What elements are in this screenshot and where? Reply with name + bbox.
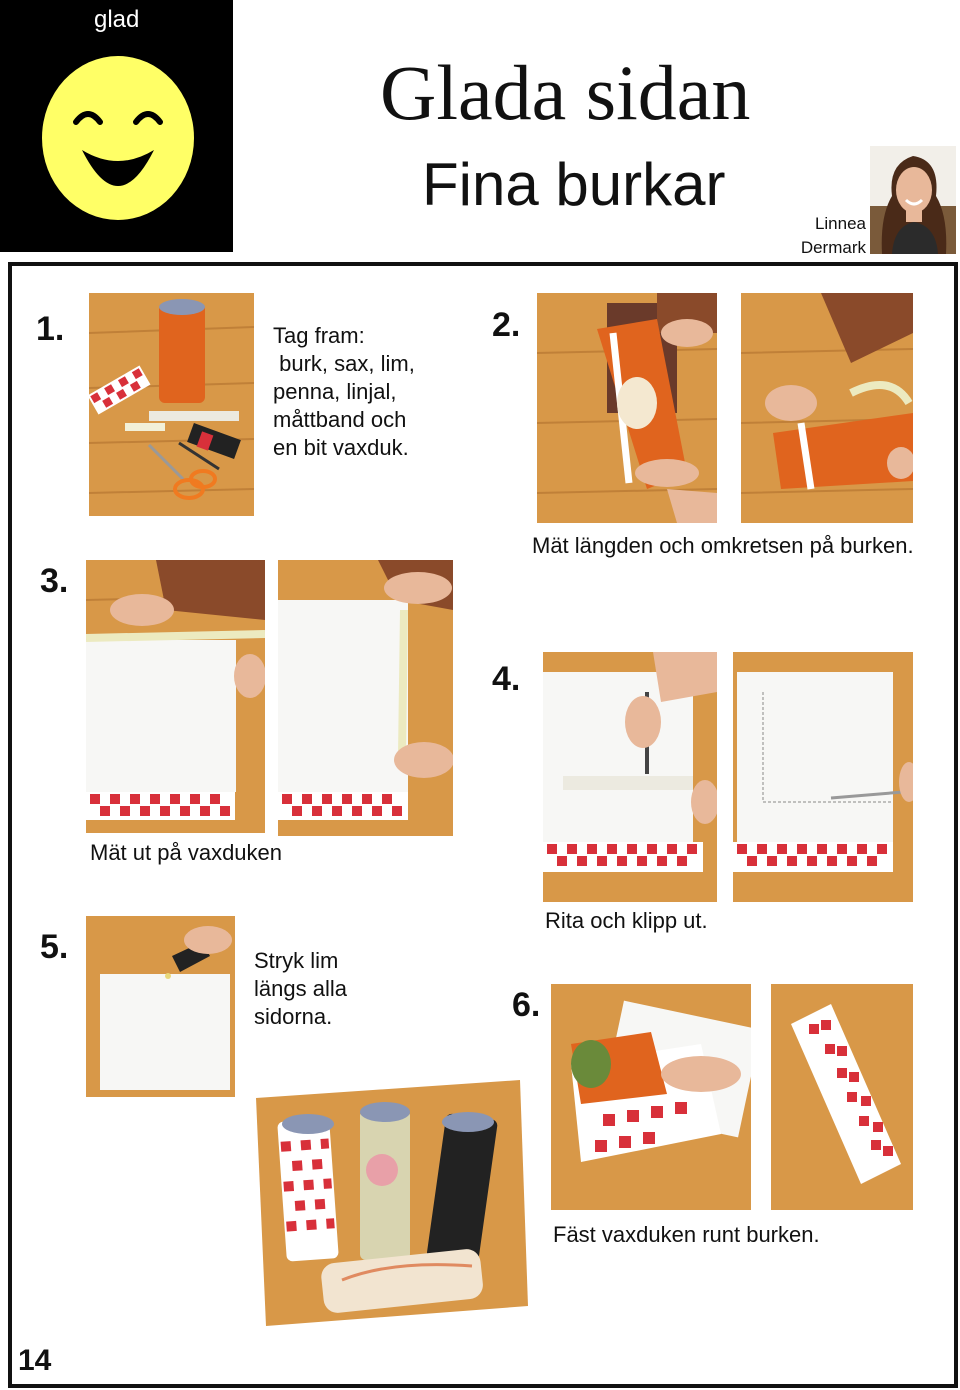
step-2-caption: Mät längden och omkretsen på burken. <box>532 533 914 558</box>
step-1-line: burk, sax, lim, <box>273 351 415 376</box>
step-3-photo-a <box>86 560 265 833</box>
step-1-photo <box>89 293 254 516</box>
step-1-line: måttband och <box>273 407 407 432</box>
step-3-caption: Mät ut på vaxduken <box>90 840 283 865</box>
step-4-caption: Rita och klipp ut. <box>545 908 708 933</box>
page-subtitle: Fina burkar <box>422 151 726 218</box>
badge-label: glad <box>94 6 140 33</box>
step-1-line: penna, linjal, <box>273 379 397 404</box>
step-4-photo-b <box>733 652 913 902</box>
page-title: Glada sidan <box>380 49 751 136</box>
author-last-name: Dermark <box>800 238 866 257</box>
step-5-text <box>254 947 347 1031</box>
step-1-line: en bit vaxduk. <box>273 435 409 460</box>
author-portrait <box>870 146 956 254</box>
step-6-number: 6. <box>512 986 541 1024</box>
step-2-number: 2. <box>492 306 521 344</box>
step-2-photo-b <box>741 293 913 523</box>
author-name <box>760 212 866 260</box>
result-photo <box>252 1080 528 1326</box>
smiley-icon <box>40 50 196 220</box>
step-1-text <box>273 322 415 462</box>
step-5-line: Stryk lim <box>254 948 339 973</box>
step-6-photo-a <box>551 984 751 1210</box>
step-5-number: 5. <box>40 928 69 966</box>
step-3-photo-b <box>278 560 453 836</box>
step-6-photo-b <box>771 984 913 1210</box>
page-number: 14 <box>18 1344 52 1377</box>
step-5-line: längs alla <box>254 976 347 1001</box>
step-5-photo <box>86 916 235 1097</box>
step-6-caption: Fäst vaxduken runt burken. <box>553 1222 820 1247</box>
step-4-number: 4. <box>492 660 521 698</box>
step-1-number: 1. <box>36 310 65 348</box>
step-5-line: sidorna. <box>254 1004 333 1029</box>
step-4-photo-a <box>543 652 717 902</box>
step-1-line: Tag fram: <box>273 323 365 348</box>
step-2-photo-a <box>537 293 717 523</box>
step-3-number: 3. <box>40 562 69 600</box>
author-first-name: Linnea <box>814 214 866 233</box>
